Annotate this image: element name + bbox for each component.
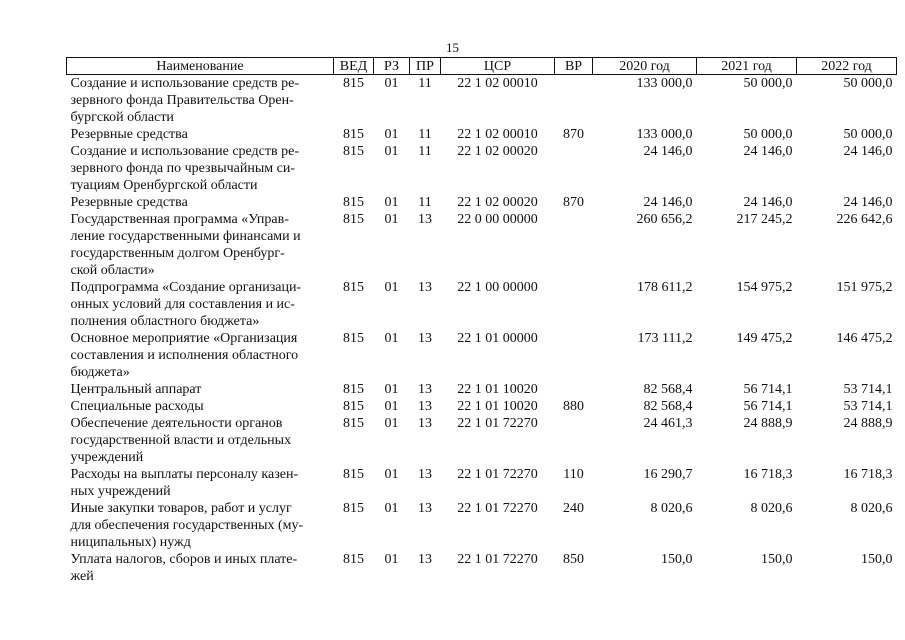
row-2022-cell: 24 146,0 bbox=[843, 144, 893, 159]
row-ved-cell: 815 bbox=[343, 127, 364, 142]
row-csr-cell: 22 1 02 00010 bbox=[457, 127, 538, 142]
page-number: 15 bbox=[446, 40, 459, 55]
row-pr-cell: 13 bbox=[418, 382, 432, 397]
row-rz-cell: 01 bbox=[384, 552, 399, 567]
row-rz-cell: 01 bbox=[384, 467, 399, 482]
table-body bbox=[67, 75, 897, 586]
header-pr: ПР bbox=[410, 58, 441, 75]
row-name-cell: Подпрограмма «Создание организаци- онных условий для составления и ис- полнения областного бюджета» bbox=[70, 280, 302, 329]
row-name-cell: Иные закупки товаров, работ и услуг для обеспечения государственных (му- ниципальных) нужд bbox=[70, 501, 304, 550]
row-2021-cell: 56 714,1 bbox=[743, 382, 793, 397]
table-row bbox=[67, 466, 897, 500]
row-pr-cell: 13 bbox=[418, 212, 432, 227]
row-pr-cell: 13 bbox=[418, 552, 432, 567]
header-rz: РЗ bbox=[374, 58, 410, 75]
row-rz-cell: 01 bbox=[384, 144, 399, 159]
row-csr-cell: 22 1 01 10020 bbox=[457, 399, 538, 414]
table-row bbox=[67, 381, 897, 398]
row-2020-cell: 173 111,2 bbox=[637, 331, 693, 346]
header-ved: ВЕД bbox=[334, 58, 374, 75]
row-rz-cell: 01 bbox=[384, 331, 399, 346]
row-name-cell: Расходы на выплаты персоналу казен- ных учреждений bbox=[70, 467, 299, 499]
row-2021-cell: 154 975,2 bbox=[736, 280, 793, 295]
header-2021: 2021 год bbox=[697, 58, 797, 75]
row-2021-cell: 150,0 bbox=[761, 552, 793, 567]
row-name-cell: Резервные средства bbox=[70, 127, 188, 142]
row-2021-cell: 50 000,0 bbox=[743, 127, 793, 142]
table-row bbox=[67, 143, 897, 194]
row-pr-cell: 13 bbox=[418, 399, 432, 414]
row-pr-cell: 13 bbox=[418, 467, 432, 482]
row-name-cell: Центральный аппарат bbox=[70, 382, 202, 397]
row-2021-cell: 217 245,2 bbox=[736, 212, 793, 227]
row-vr-cell bbox=[555, 211, 593, 279]
row-rz-cell: 01 bbox=[384, 127, 399, 142]
row-vr-cell: 110 bbox=[563, 467, 584, 482]
row-csr-cell: 22 1 01 72270 bbox=[457, 416, 538, 431]
table-row bbox=[67, 415, 897, 466]
row-2022-cell: 53 714,1 bbox=[843, 399, 893, 414]
row-2020-cell: 16 290,7 bbox=[643, 467, 693, 482]
row-vr-cell bbox=[555, 279, 593, 330]
row-rz-cell: 01 bbox=[384, 416, 399, 431]
row-pr-cell: 13 bbox=[418, 280, 432, 295]
header-name: Наименование bbox=[67, 58, 334, 75]
row-csr-cell: 22 1 02 00020 bbox=[457, 144, 538, 159]
row-2020-cell: 150,0 bbox=[661, 552, 693, 567]
row-2020-cell: 24 146,0 bbox=[643, 195, 693, 210]
header-vr: ВР bbox=[555, 58, 593, 75]
row-2021-cell: 149 475,2 bbox=[736, 331, 793, 346]
row-name-cell: Уплата налогов, сборов и иных плате- жей bbox=[70, 552, 298, 584]
table-row bbox=[67, 194, 897, 211]
row-ved-cell: 815 bbox=[343, 76, 364, 91]
row-vr-cell: 880 bbox=[563, 399, 584, 414]
table-row bbox=[67, 211, 897, 279]
row-rz-cell: 01 bbox=[384, 280, 399, 295]
row-rz-cell: 01 bbox=[384, 501, 399, 516]
row-ved-cell: 815 bbox=[343, 280, 364, 295]
row-2020-cell: 260 656,2 bbox=[636, 212, 693, 227]
row-2022-cell: 53 714,1 bbox=[843, 382, 893, 397]
row-2022-cell: 8 020,6 bbox=[850, 501, 893, 516]
row-name-cell: Создание и использование средств ре- зервного фонда Правительства Орен- бургской области bbox=[70, 76, 299, 125]
row-2020-cell: 82 568,4 bbox=[643, 382, 693, 397]
row-rz-cell: 01 bbox=[384, 76, 399, 91]
row-2022-cell: 50 000,0 bbox=[843, 127, 893, 142]
row-2022-cell: 226 642,6 bbox=[836, 212, 893, 227]
row-csr-cell: 22 1 01 72270 bbox=[457, 552, 538, 567]
row-2022-cell: 146 475,2 bbox=[836, 331, 893, 346]
row-name-cell: Резервные средства bbox=[70, 195, 188, 210]
row-csr-cell: 22 1 01 10020 bbox=[457, 382, 538, 397]
row-vr-cell: 870 bbox=[563, 127, 584, 142]
row-2020-cell: 178 611,2 bbox=[637, 280, 693, 295]
row-vr-cell bbox=[555, 415, 593, 466]
row-ved-cell: 815 bbox=[343, 212, 364, 227]
row-csr-cell: 22 1 02 00010 bbox=[457, 76, 538, 91]
row-ved-cell: 815 bbox=[343, 382, 364, 397]
row-2021-cell: 8 020,6 bbox=[750, 501, 793, 516]
row-vr-cell: 240 bbox=[563, 501, 584, 516]
row-2020-cell: 24 461,3 bbox=[643, 416, 693, 431]
row-pr-cell: 11 bbox=[418, 76, 432, 91]
row-csr-cell: 22 1 01 72270 bbox=[457, 501, 538, 516]
row-rz-cell: 01 bbox=[384, 212, 399, 227]
row-2022-cell: 24 146,0 bbox=[843, 195, 893, 210]
table-row bbox=[67, 279, 897, 330]
row-pr-cell: 11 bbox=[418, 144, 432, 159]
table-row bbox=[67, 551, 897, 585]
row-2020-cell: 8 020,6 bbox=[650, 501, 693, 516]
row-rz-cell: 01 bbox=[384, 195, 399, 210]
header-csr: ЦСР bbox=[441, 58, 555, 75]
row-name-cell: Государственная программа «Управ- ление государственными финансами и государственным долгом Оренбург- ской области» bbox=[70, 212, 301, 278]
row-ved-cell: 815 bbox=[343, 416, 364, 431]
row-csr-cell: 22 1 01 72270 bbox=[457, 467, 538, 482]
row-2021-cell: 24 146,0 bbox=[743, 195, 793, 210]
row-vr-cell bbox=[555, 143, 593, 194]
table-header-row bbox=[67, 58, 897, 75]
budget-table bbox=[66, 57, 897, 585]
row-ved-cell: 815 bbox=[343, 467, 364, 482]
row-ved-cell: 815 bbox=[343, 331, 364, 346]
row-pr-cell: 13 bbox=[418, 331, 432, 346]
table-row bbox=[67, 500, 897, 551]
table-row bbox=[67, 330, 897, 381]
table-row bbox=[67, 126, 897, 143]
header-2020: 2020 год bbox=[593, 58, 697, 75]
row-2022-cell: 151 975,2 bbox=[836, 280, 893, 295]
row-ved-cell: 815 bbox=[343, 501, 364, 516]
row-vr-cell bbox=[555, 381, 593, 398]
row-2021-cell: 24 888,9 bbox=[743, 416, 793, 431]
row-pr-cell: 11 bbox=[418, 127, 432, 142]
row-vr-cell: 870 bbox=[563, 195, 584, 210]
row-2022-cell: 24 888,9 bbox=[843, 416, 893, 431]
row-vr-cell: 850 bbox=[563, 552, 584, 567]
row-pr-cell: 13 bbox=[418, 501, 432, 516]
row-csr-cell: 22 0 00 00000 bbox=[457, 212, 538, 227]
row-pr-cell: 11 bbox=[418, 195, 432, 210]
row-2020-cell: 133 000,0 bbox=[636, 127, 693, 142]
row-2021-cell: 24 146,0 bbox=[743, 144, 793, 159]
row-ved-cell: 815 bbox=[343, 144, 364, 159]
row-2022-cell: 150,0 bbox=[861, 552, 893, 567]
table-row bbox=[67, 398, 897, 415]
row-2021-cell: 56 714,1 bbox=[743, 399, 793, 414]
row-vr-cell bbox=[555, 75, 593, 127]
row-csr-cell: 22 1 01 00000 bbox=[457, 331, 538, 346]
header-2022: 2022 год bbox=[797, 58, 897, 75]
row-rz-cell: 01 bbox=[384, 399, 399, 414]
row-ved-cell: 815 bbox=[343, 195, 364, 210]
row-ved-cell: 815 bbox=[343, 552, 364, 567]
row-2022-cell: 50 000,0 bbox=[843, 76, 893, 91]
row-2022-cell: 16 718,3 bbox=[843, 467, 893, 482]
row-name-cell: Специальные расходы bbox=[70, 399, 204, 414]
row-csr-cell: 22 1 00 00000 bbox=[457, 280, 538, 295]
row-name-cell: Обеспечение деятельности органов государственной власти и отдельных учреждений bbox=[70, 416, 292, 465]
row-name-cell: Основное мероприятие «Организация составления и исполнения областного бюджета» bbox=[70, 331, 299, 380]
row-name-cell: Создание и использование средств ре- зервного фонда по чрезвычайным си- туациям Оренбургской области bbox=[70, 144, 299, 193]
row-ved-cell: 815 bbox=[343, 399, 364, 414]
row-csr-cell: 22 1 02 00020 bbox=[457, 195, 538, 210]
row-rz-cell: 01 bbox=[384, 382, 399, 397]
row-2021-cell: 16 718,3 bbox=[743, 467, 793, 482]
row-2021-cell: 50 000,0 bbox=[743, 76, 793, 91]
row-2020-cell: 82 568,4 bbox=[643, 399, 693, 414]
row-vr-cell bbox=[555, 330, 593, 381]
table-row bbox=[67, 75, 897, 127]
row-2020-cell: 133 000,0 bbox=[636, 76, 693, 91]
row-pr-cell: 13 bbox=[418, 416, 432, 431]
row-2020-cell: 24 146,0 bbox=[643, 144, 693, 159]
